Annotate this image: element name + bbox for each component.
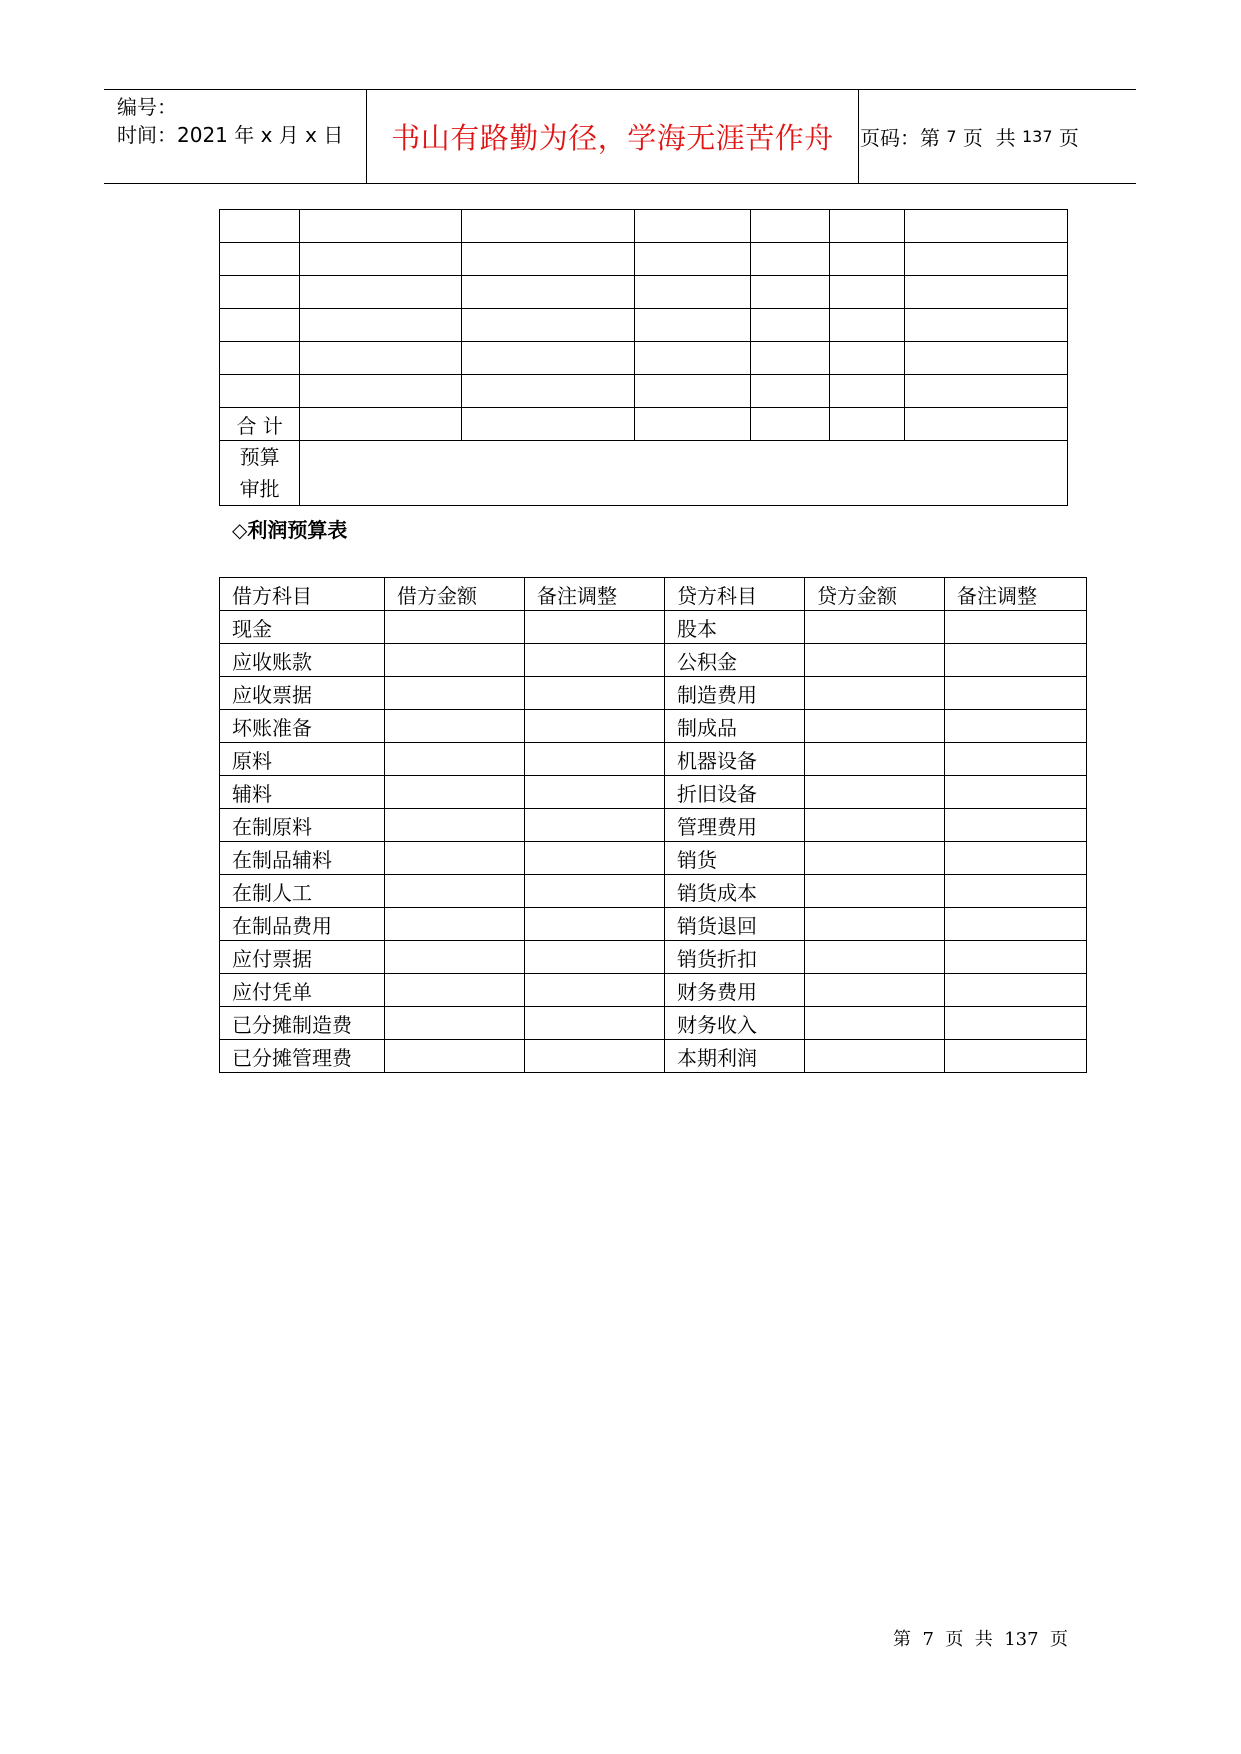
table-cell bbox=[300, 276, 462, 309]
table-row bbox=[220, 809, 1087, 842]
table-cell bbox=[830, 210, 905, 243]
debit-note bbox=[525, 677, 665, 710]
credit-account: 销货折扣 bbox=[665, 941, 805, 974]
budget-table bbox=[219, 209, 1068, 506]
profit-table-body bbox=[220, 611, 1087, 1073]
table-row bbox=[220, 974, 1087, 1007]
table-row bbox=[220, 1040, 1087, 1073]
debit-note bbox=[525, 809, 665, 842]
credit-amount bbox=[805, 974, 945, 1007]
debit-account: 已分摊管理费 bbox=[220, 1040, 385, 1073]
credit-amount bbox=[805, 842, 945, 875]
credit-account: 公积金 bbox=[665, 644, 805, 677]
credit-note bbox=[945, 677, 1087, 710]
debit-account: 在制品费用 bbox=[220, 908, 385, 941]
table-row bbox=[220, 309, 1068, 342]
motto: 书山有路勤为径，学海无涯苦作舟 bbox=[391, 121, 834, 155]
table-cell bbox=[635, 276, 750, 309]
table-cell bbox=[300, 243, 462, 276]
section-title: ◇利润预算表 bbox=[232, 518, 348, 542]
debit-account: 现金 bbox=[220, 611, 385, 644]
credit-amount bbox=[805, 776, 945, 809]
debit-account: 坏账准备 bbox=[220, 710, 385, 743]
table-cell bbox=[905, 408, 1068, 441]
approval-row bbox=[220, 441, 1068, 506]
debit-amount bbox=[385, 776, 525, 809]
credit-account: 财务费用 bbox=[665, 974, 805, 1007]
credit-account: 销货退回 bbox=[665, 908, 805, 941]
debit-note bbox=[525, 875, 665, 908]
table-cell bbox=[220, 276, 300, 309]
debit-note bbox=[525, 710, 665, 743]
credit-note bbox=[945, 842, 1087, 875]
table-cell bbox=[635, 210, 750, 243]
approval-label-line2: 审批 bbox=[239, 477, 280, 501]
credit-amount bbox=[805, 809, 945, 842]
debit-amount bbox=[385, 809, 525, 842]
table-row bbox=[220, 375, 1068, 408]
approval-label-line1: 预算 bbox=[239, 445, 280, 469]
table-cell bbox=[750, 408, 829, 441]
table-cell bbox=[220, 375, 300, 408]
table-cell bbox=[750, 276, 829, 309]
credit-account: 财务收入 bbox=[665, 1007, 805, 1040]
debit-account: 应收票据 bbox=[220, 677, 385, 710]
table-row bbox=[220, 243, 1068, 276]
table-row bbox=[220, 908, 1087, 941]
debit-amount bbox=[385, 1040, 525, 1073]
debit-amount bbox=[385, 611, 525, 644]
table-row bbox=[220, 210, 1068, 243]
debit-amount bbox=[385, 1007, 525, 1040]
table-cell bbox=[750, 210, 829, 243]
debit-note bbox=[525, 611, 665, 644]
credit-amount bbox=[805, 611, 945, 644]
table-row bbox=[220, 743, 1087, 776]
table-row bbox=[220, 875, 1087, 908]
table-cell bbox=[905, 210, 1068, 243]
credit-amount bbox=[805, 941, 945, 974]
credit-note bbox=[945, 1040, 1087, 1073]
table-cell bbox=[635, 243, 750, 276]
column-header: 借方科目 bbox=[220, 578, 385, 611]
table-cell bbox=[461, 375, 635, 408]
table-row bbox=[220, 276, 1068, 309]
header-meta bbox=[104, 90, 367, 183]
credit-note bbox=[945, 644, 1087, 677]
credit-account: 制造费用 bbox=[665, 677, 805, 710]
debit-amount bbox=[385, 941, 525, 974]
page-prefix: 页码：第 bbox=[860, 126, 947, 150]
debit-note bbox=[525, 644, 665, 677]
column-header: 贷方科目 bbox=[665, 578, 805, 611]
credit-amount bbox=[805, 743, 945, 776]
table-row bbox=[220, 842, 1087, 875]
table-cell bbox=[300, 375, 462, 408]
table-cell bbox=[750, 375, 829, 408]
table-row bbox=[220, 776, 1087, 809]
table-cell bbox=[300, 309, 462, 342]
credit-note bbox=[945, 1007, 1087, 1040]
table-cell bbox=[750, 243, 829, 276]
table-cell bbox=[635, 408, 750, 441]
header-motto-cell bbox=[367, 90, 859, 183]
debit-account: 应付凭单 bbox=[220, 974, 385, 1007]
debit-amount bbox=[385, 743, 525, 776]
credit-amount bbox=[805, 908, 945, 941]
table-cell bbox=[461, 276, 635, 309]
table-cell bbox=[830, 408, 905, 441]
debit-account: 已分摊制造费 bbox=[220, 1007, 385, 1040]
table-row bbox=[220, 342, 1068, 375]
table-cell bbox=[461, 408, 635, 441]
credit-account: 机器设备 bbox=[665, 743, 805, 776]
column-header: 备注调整 bbox=[525, 578, 665, 611]
page-header bbox=[104, 89, 1136, 184]
credit-note bbox=[945, 974, 1087, 1007]
table-cell bbox=[905, 375, 1068, 408]
credit-account: 制成品 bbox=[665, 710, 805, 743]
profit-budget-table bbox=[219, 577, 1087, 1073]
page-number: 7 bbox=[946, 127, 957, 146]
table-row bbox=[220, 677, 1087, 710]
table-cell bbox=[300, 210, 462, 243]
table-cell bbox=[905, 342, 1068, 375]
credit-account: 股本 bbox=[665, 611, 805, 644]
credit-amount bbox=[805, 1007, 945, 1040]
table-cell bbox=[635, 342, 750, 375]
debit-note bbox=[525, 974, 665, 1007]
debit-amount bbox=[385, 710, 525, 743]
column-header: 备注调整 bbox=[945, 578, 1087, 611]
credit-note bbox=[945, 743, 1087, 776]
debit-account: 应收账款 bbox=[220, 644, 385, 677]
debit-account: 在制人工 bbox=[220, 875, 385, 908]
debit-note bbox=[525, 776, 665, 809]
table-cell bbox=[635, 375, 750, 408]
debit-amount bbox=[385, 644, 525, 677]
credit-note bbox=[945, 875, 1087, 908]
debit-note bbox=[525, 1007, 665, 1040]
credit-account: 销货 bbox=[665, 842, 805, 875]
debit-amount bbox=[385, 908, 525, 941]
table-cell bbox=[905, 276, 1068, 309]
credit-account: 销货成本 bbox=[665, 875, 805, 908]
debit-account: 应付票据 bbox=[220, 941, 385, 974]
credit-note bbox=[945, 611, 1087, 644]
page-footer: 第 7 页 共 137 页 bbox=[893, 1629, 1069, 1650]
table-cell bbox=[461, 309, 635, 342]
page-total: 137 bbox=[1021, 127, 1053, 146]
table-cell bbox=[220, 342, 300, 375]
table-row bbox=[220, 941, 1087, 974]
debit-amount bbox=[385, 974, 525, 1007]
table-cell bbox=[220, 309, 300, 342]
page-indicator bbox=[860, 90, 1136, 183]
column-header: 贷方金额 bbox=[805, 578, 945, 611]
debit-account: 辅料 bbox=[220, 776, 385, 809]
debit-account: 原料 bbox=[220, 743, 385, 776]
credit-account: 本期利润 bbox=[665, 1040, 805, 1073]
table-cell bbox=[220, 210, 300, 243]
budget-table-body bbox=[220, 210, 1068, 408]
table-cell bbox=[461, 243, 635, 276]
debit-note bbox=[525, 842, 665, 875]
debit-amount bbox=[385, 842, 525, 875]
debit-amount bbox=[385, 875, 525, 908]
credit-note bbox=[945, 710, 1087, 743]
table-cell bbox=[830, 342, 905, 375]
table-row bbox=[220, 611, 1087, 644]
credit-amount bbox=[805, 677, 945, 710]
approval-label bbox=[220, 441, 300, 506]
credit-amount bbox=[805, 710, 945, 743]
debit-note bbox=[525, 743, 665, 776]
debit-amount bbox=[385, 677, 525, 710]
credit-account: 折旧设备 bbox=[665, 776, 805, 809]
table-cell bbox=[750, 342, 829, 375]
profit-table-header bbox=[220, 578, 1087, 611]
table-cell bbox=[300, 408, 462, 441]
table-cell bbox=[905, 243, 1068, 276]
debit-account: 在制原料 bbox=[220, 809, 385, 842]
debit-account: 在制品辅料 bbox=[220, 842, 385, 875]
table-cell bbox=[300, 342, 462, 375]
credit-note bbox=[945, 941, 1087, 974]
table-cell bbox=[830, 375, 905, 408]
column-header: 借方金额 bbox=[385, 578, 525, 611]
table-cell bbox=[830, 243, 905, 276]
credit-note bbox=[945, 809, 1087, 842]
approval-cell bbox=[300, 441, 1068, 506]
debit-note bbox=[525, 1040, 665, 1073]
table-row bbox=[220, 1007, 1087, 1040]
table-row bbox=[220, 710, 1087, 743]
total-label: 合 计 bbox=[220, 408, 300, 441]
credit-amount bbox=[805, 1040, 945, 1073]
table-cell bbox=[461, 342, 635, 375]
debit-note bbox=[525, 908, 665, 941]
table-cell bbox=[461, 210, 635, 243]
table-cell bbox=[750, 309, 829, 342]
table-row bbox=[220, 644, 1087, 677]
page-mid: 页 共 bbox=[956, 126, 1022, 150]
credit-amount bbox=[805, 875, 945, 908]
credit-note bbox=[945, 776, 1087, 809]
debit-note bbox=[525, 941, 665, 974]
time-label: 时间：2021 年 x 月 x 日 bbox=[117, 123, 344, 147]
number-label: 编号： bbox=[117, 95, 177, 119]
table-cell bbox=[635, 309, 750, 342]
credit-amount bbox=[805, 644, 945, 677]
page-suffix: 页 bbox=[1052, 126, 1079, 150]
credit-account: 管理费用 bbox=[665, 809, 805, 842]
credit-note bbox=[945, 908, 1087, 941]
table-cell bbox=[905, 309, 1068, 342]
table-cell bbox=[830, 309, 905, 342]
table-cell bbox=[830, 276, 905, 309]
table-cell bbox=[220, 243, 300, 276]
total-row bbox=[220, 408, 1068, 441]
